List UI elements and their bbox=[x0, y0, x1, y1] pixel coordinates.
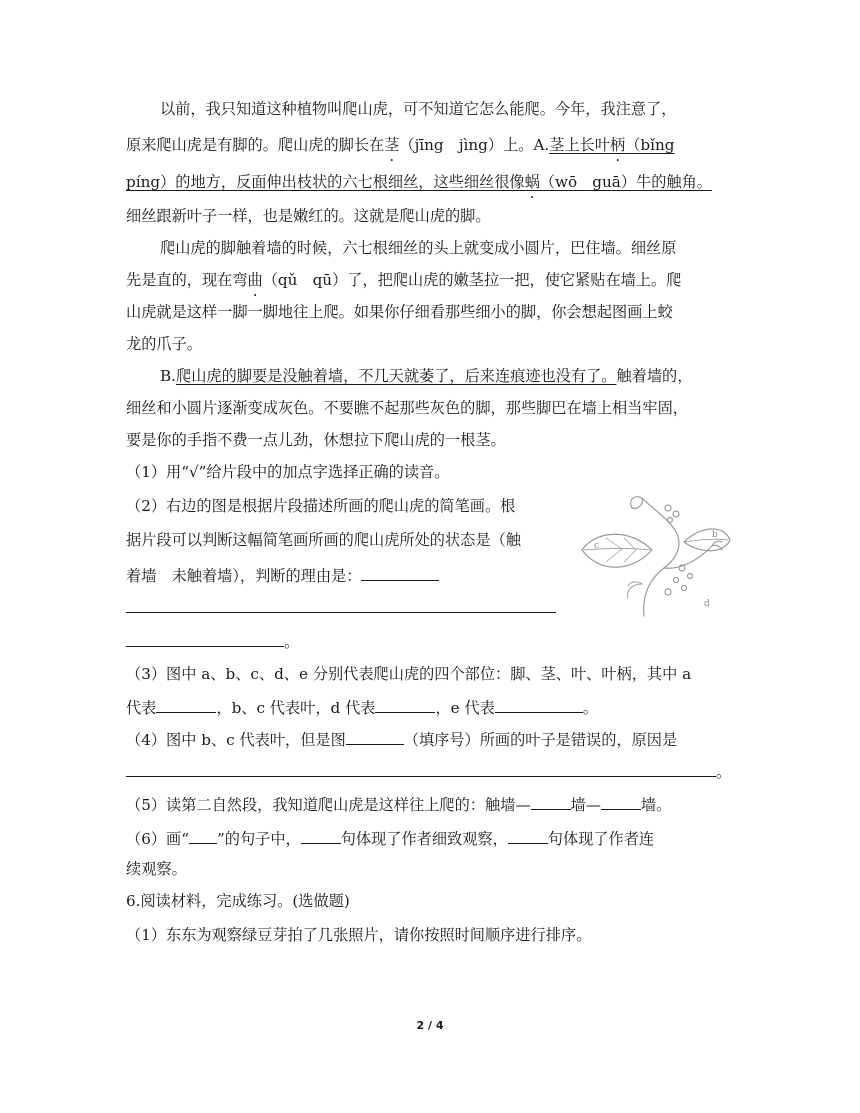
q6-a: （6）画“ bbox=[126, 830, 189, 848]
para3-line3: 要是你的手指不费一点儿劲，休想拉下爬山虎的一根茎。 bbox=[126, 431, 506, 449]
q6-blank2[interactable] bbox=[508, 827, 548, 844]
sentence-a-part1: 茎上长叶 bbox=[549, 136, 610, 154]
q4-reason-blank[interactable] bbox=[126, 760, 716, 777]
q5-blank2[interactable] bbox=[601, 793, 641, 810]
page-number: 2 / 4 bbox=[416, 1019, 444, 1032]
q3-c: ，e 代表 bbox=[435, 699, 495, 717]
para3-line1 bbox=[160, 366, 692, 386]
para3-l1-pre: B. bbox=[160, 367, 176, 385]
ivy-tendril bbox=[664, 541, 722, 568]
question-3-line2 bbox=[126, 696, 598, 718]
sentence-b: 爬山虎的脚要是没触着墙，不几天就萎了，后来连痕迹也没有了。 bbox=[176, 367, 617, 385]
label-d: d bbox=[704, 599, 710, 609]
dotted-char-jing: 茎 bbox=[384, 136, 400, 154]
question-6-line2: 续观察。 bbox=[126, 860, 187, 878]
q6-d: 句体现了作者连 bbox=[547, 830, 655, 848]
q3-b: ，b、c 代表叶，d 代表 bbox=[216, 699, 376, 717]
q5-b: 墙— bbox=[570, 796, 601, 814]
question-2-line1: （2）右边的图是根据片段描述所画的爬山虎的简笔画。根 bbox=[126, 497, 516, 515]
question-1: （1）用“√”给片段中的加点字选择正确的读音。 bbox=[126, 463, 450, 481]
para2-l2-pre: 先是直的，现在弯 bbox=[126, 271, 248, 289]
q4-blank-number[interactable] bbox=[346, 728, 404, 745]
para2-line4: 龙的爪子。 bbox=[126, 335, 202, 353]
para1-line4: 细丝跟新叶子一样，也是嫩红的。这就是爬山虎的脚。 bbox=[126, 207, 491, 225]
para2-line1: 爬山虎的脚触着墙的时候，六七根细丝的头上就变成小圆片，巴住墙。细丝原 bbox=[160, 239, 677, 257]
q6-c: 句体现了作者细致观察， bbox=[340, 830, 508, 848]
ivy-leaf-top bbox=[631, 497, 643, 509]
para3-l1-post: 触着墙的， bbox=[616, 367, 693, 385]
para1-line1: 以前，我只知道这种植物叫爬山虎，可不知道它怎么能爬。今年，我注意了， bbox=[160, 100, 677, 118]
ivy-sketch-figure bbox=[572, 488, 732, 618]
section-6-title: 6.阅读材料，完成练习。(选做题) bbox=[126, 892, 350, 910]
q5-a: （5）读第二自然段，我知道爬山虎是这样往上爬的：触墙— bbox=[126, 796, 531, 814]
dotted-char-bing: 柄 bbox=[610, 136, 626, 154]
label-c: c bbox=[594, 541, 600, 551]
para2-line3: 山虎就是这样一脚一脚地往上爬。如果你仔细看那些细小的脚，你会想起图画上蛟 bbox=[126, 303, 673, 321]
question-2-line3 bbox=[126, 564, 439, 586]
q3-d: 。 bbox=[582, 699, 599, 717]
q3-blank-d[interactable] bbox=[375, 696, 435, 713]
label-b: b bbox=[712, 530, 718, 540]
question-4-line2 bbox=[126, 760, 731, 782]
q6-underline-sample bbox=[189, 827, 217, 844]
para2-l2-post: （qǔ qū）了，把爬山虎的嫩茎拉一把，使它紧贴在墙上。爬 bbox=[262, 271, 682, 289]
dotted-char-wo: 蜗 bbox=[524, 173, 540, 191]
question-5 bbox=[126, 793, 671, 815]
q5-blank1[interactable] bbox=[531, 793, 571, 810]
para1-l2-mid: （jīng jìng）上。A. bbox=[399, 136, 550, 154]
ivy-leaf-c bbox=[582, 534, 652, 567]
question-2-line2: 据片段可以判断这幅简笔画所画的爬山虎所处的状态是（触 bbox=[126, 531, 521, 549]
sentence-a-part3: píng）的地方，反面伸出枝状的六七根细丝，这些细丝很像 bbox=[126, 173, 525, 191]
para1-line3 bbox=[126, 172, 712, 192]
q3-blank-a[interactable] bbox=[156, 696, 216, 713]
q5-c: 墙。 bbox=[640, 796, 672, 814]
dotted-char-qu: 曲 bbox=[247, 271, 263, 289]
para1-l2-pre: 原来爬山虎是有脚的。爬山虎的脚长在 bbox=[126, 136, 385, 154]
question-2-line5 bbox=[126, 630, 299, 652]
para1-line2 bbox=[126, 135, 674, 155]
q2-reason-blank[interactable] bbox=[361, 564, 439, 581]
question-6-line1 bbox=[126, 827, 654, 849]
para3-line2: 细丝和小圆片逐渐变成灰色。不要瞧不起那些灰色的脚，那些脚巴在墙上相当牢固， bbox=[126, 399, 688, 417]
q2-end: 。 bbox=[284, 633, 300, 651]
question-4-line1 bbox=[126, 728, 677, 750]
q2-l3-text: 着墙 未触着墙），判断的理由是： bbox=[126, 567, 362, 585]
q2-answer-line[interactable] bbox=[126, 611, 556, 613]
q4-b: （填序号）所画的叶子是错误的，原因是 bbox=[403, 731, 678, 749]
sentence-a-part2: （bǐng bbox=[625, 136, 675, 154]
para2-line2 bbox=[126, 270, 681, 290]
q4-a: （4）图中 b、c 代表叶，但是图 bbox=[126, 731, 346, 749]
question-3-line1: （3）图中 a、b、c、d、e 分别代表爬山虎的四个部位：脚、茎、叶、叶柄，其中 a bbox=[126, 665, 692, 683]
q3-a: 代表 bbox=[126, 699, 157, 717]
q4-end: 。 bbox=[716, 763, 732, 781]
q2-answer-line2[interactable] bbox=[126, 630, 284, 647]
sentence-a-part4: （wō guā）牛的触角。 bbox=[539, 173, 712, 191]
section-6-question-1: （1）东东为观察绿豆芽拍了几张照片，请你按照时间顺序进行排序。 bbox=[126, 926, 592, 944]
q6-b: ”的句子中， bbox=[217, 830, 301, 848]
q6-blank1[interactable] bbox=[301, 827, 341, 844]
q3-blank-e[interactable] bbox=[495, 696, 583, 713]
